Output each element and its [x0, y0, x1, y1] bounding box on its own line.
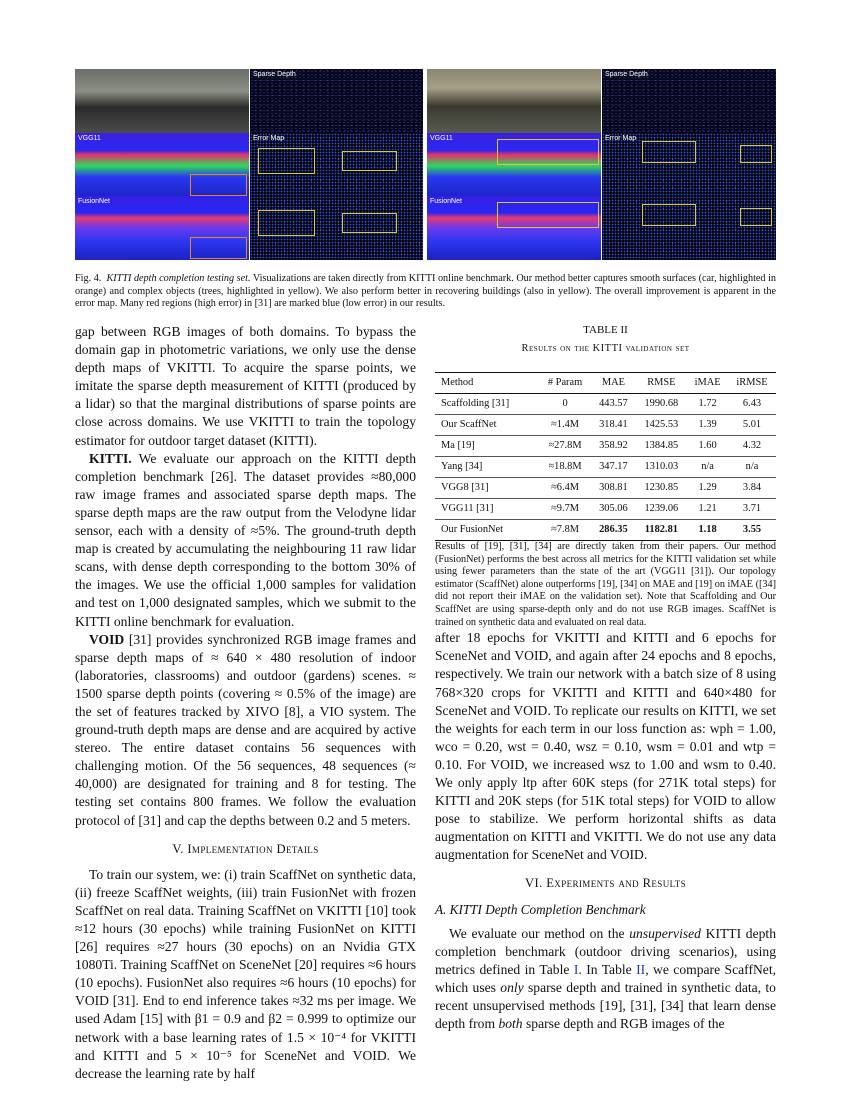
tree-highlight-box: [342, 213, 397, 233]
table-row: [435, 499, 776, 520]
building-highlight-box: [642, 141, 696, 163]
building-highlight-box: [740, 208, 772, 226]
emphasis: unsupervised: [629, 925, 701, 941]
table-cell: 318.41: [599, 419, 628, 431]
text-span: We evaluate our method on the: [449, 925, 625, 941]
left-column: [75, 323, 416, 1083]
table-row: [435, 478, 776, 499]
table-cell: 1239.06: [644, 503, 679, 515]
sparse-depth-panel-b: [602, 69, 776, 133]
table-cell-best: 1.18: [698, 524, 717, 536]
emphasis: both: [498, 1016, 523, 1032]
error-map-label: Error Map: [605, 135, 637, 142]
building-highlight-box: [497, 202, 599, 228]
error-map-label: Error Map: [253, 135, 285, 142]
table-header-row: [435, 373, 776, 394]
table-row: [435, 520, 776, 541]
subsection-heading-a: A. KITTI Depth Completion Benchmark: [435, 901, 646, 917]
table-cell: 1230.85: [644, 482, 679, 494]
table-cell: ≈18.8M: [548, 461, 582, 473]
results-table: [435, 372, 776, 541]
table-cell: ≈27.8M: [548, 440, 582, 452]
kitti-paragraph: [75, 450, 416, 631]
table-subtitle: Results on the KITTI validation set: [521, 343, 690, 354]
vgg11-label: VGG11: [78, 135, 101, 142]
text-span: sparse depth and RGB images of the: [526, 1016, 725, 1032]
table-cell-best: 1182.81: [644, 524, 678, 536]
kitti-body: We evaluate our approach on the KITTI depth completion benchmark [26]. The dataset provides ≈80,000 raw image frames and associated sparse depth maps. The sparse depth maps are the raw output from the Velodyne lidar sensor, each with a density of ≈5%. The ground-truth depth map is created by accumulating the neighbouring 11 raw lidar scans, with dense depth corresponding to the bottom 30% of the images. We use the official 1,000 samples for validation and test on 1,000 designated samples, which we submit to the KITTI online benchmark for evaluation.: [75, 450, 416, 629]
table-row: [435, 457, 776, 478]
table-ii-link[interactable]: II: [636, 961, 646, 977]
caption-prefix: Fig. 4.: [75, 273, 102, 284]
vgg11-depth-panel-b: [427, 133, 601, 196]
caption-body: Visualizations are taken directly from KITTI online benchmark. Our method better captures smooth surfaces (car, highlighted in orange) and complex objects (trees, highlighted in yellow). We also perform better in recovering buildings (also in yellow). The overall improvement is apparent in the error map. Many red regions (high error) in [31] are marked blue (low error) in our results.: [75, 273, 776, 310]
table-row: [435, 415, 776, 436]
fusionnet-depth-panel-a: [75, 196, 249, 260]
table-cell: 358.92: [599, 440, 628, 452]
table-cell: 3.84: [742, 482, 762, 494]
table-title: TABLE II: [583, 324, 628, 336]
column-header: Method: [441, 377, 474, 389]
table-cell: 1.60: [698, 440, 717, 452]
fusionnet-label: FusionNet: [430, 198, 462, 205]
text-span: KITTI depth completion benchmark (outdoor driving scenarios), using metrics defined in Table: [435, 925, 777, 977]
rgb-image-scene-a: [75, 69, 249, 133]
table-cell: 6.43: [742, 398, 762, 410]
table-cell: 1425.53: [644, 419, 679, 431]
table-cell: 1.39: [698, 419, 717, 431]
table-cell: Scaffolding [31]: [441, 398, 510, 410]
table-cell: 4.32: [742, 440, 762, 452]
sparse-depth-label: Sparse Depth: [253, 71, 296, 78]
column-header: iMAE: [694, 377, 721, 389]
sparse-depth-label: Sparse Depth: [605, 71, 648, 78]
table-cell: 347.17: [599, 461, 628, 473]
table-cell: 305.06: [599, 503, 628, 515]
table-cell: ≈9.7M: [551, 503, 580, 515]
table-cell: 5.01: [742, 419, 762, 431]
implementation-paragraph: To train our system, we: (i) train ScaffNet on synthetic data, (ii) freeze ScaffNet weights, (iii) train FusionNet with frozen ScaffNet on real data. Training ScaffNet on VKITTI [10] took ≈12 hours (30 epochs) while training FusionNet on KITTI [26] requires ≈27 hours (30 epochs) on an Nvidia GTX 1080Ti. Training ScaffNet on SceneNet [20] requires ≈6 hours (10 epochs). FusionNet also requires ≈6 hours (10 epochs) for VOID [31]. End to end inference takes ≈32 ms per image. We used Adam [15] with β1 = 0.9 and β2 = 0.999 to optimize our network with a base learning rates of 1.5 × 10⁻⁴ for VKITTI and KITTI and 5 × 10⁻⁵ for SceneNet and VOID. We decrease the learning rate by half: [75, 866, 416, 1081]
error-map-panel-a: [250, 133, 423, 196]
table-cell: Our ScaffNet: [441, 419, 497, 431]
building-highlight-box: [740, 145, 772, 163]
paragraph: after 18 epochs for VKITTI and KITTI and 6 epochs for SceneNet and VOID, and again after 24 epochs and 8 epochs, respectively. We train our network with a batch size of 8 using 768×320 crops for VKITTI and KITTI and 640×480 for SceneNet and VOID. To replicate our results on KITTI, we set the weights for each term in our loss function as: wph = 1.00, wco = 0.20, wst = 0.40, wsz = 0.10, wsm = 0.01 and wtp = 0.10. For VOID, we increased wsz to 1.00 and wsm to 0.40. We only apply ltp after 60K steps (for 271K total steps) for KITTI and 20K steps (for 51K total steps) for VOID to allow pose to stabilize. We perform horizontal shifts as data augmentation on KITTI and VKITTI. We do not use any data augmentation for SceneNet and VOID.: [435, 630, 776, 863]
table-cell: 1.72: [698, 398, 717, 410]
figure-caption: [75, 273, 776, 311]
text-span: . In Table: [578, 961, 632, 977]
paragraph: gap between RGB images of both domains. To bypass the domain gap in photometric variations, we only use the dense depth maps of VKITTI. To acquire the sparse points, we imitate the sparse depth measurement of KITTI (produced by a lidar) so that the marginal distributions of sparse points are close across domains. We use VKITTI to train the topology estimator for outdoor target dataset (KITTI).: [75, 324, 416, 448]
kitti-heading: KITTI.: [89, 450, 132, 466]
building-highlight-box: [642, 204, 696, 226]
table-cell: 3.71: [742, 503, 762, 515]
section-heading-v: V. Implementation Details: [172, 841, 319, 856]
table-cell: 1310.03: [644, 461, 679, 473]
table-cell: 1.29: [698, 482, 717, 494]
text-span: sparse depth and trained in synthetic data, to recent unsupervised methods [19], [31], [34] that learn dense depth from: [435, 979, 776, 1032]
sparse-depth-panel-a: [250, 69, 423, 133]
rgb-image-scene-b: [427, 69, 601, 133]
emphasis: only: [500, 979, 524, 995]
error-map-panel-b-fusion: [602, 196, 776, 260]
table-cell: ≈1.4M: [551, 419, 580, 431]
table-cell-best: 286.35: [599, 524, 628, 536]
text-span: , we compare ScaffNet, which uses: [435, 961, 776, 995]
column-header: # Param: [547, 377, 583, 389]
caption-title: KITTI depth completion testing set.: [106, 273, 251, 284]
table-cell: VGG8 [31]: [441, 482, 489, 494]
car-highlight-box: [190, 237, 247, 259]
table-cell: 1990.68: [644, 398, 679, 410]
column-header: RMSE: [647, 377, 676, 389]
experiments-paragraph: [435, 925, 776, 1034]
table-row: [435, 394, 776, 415]
car-highlight-box: [190, 174, 247, 196]
table-i-link[interactable]: I: [573, 961, 579, 977]
table-row: [435, 436, 776, 457]
vgg11-label: VGG11: [430, 135, 453, 142]
table-cell: Our FusionNet: [441, 524, 504, 536]
column-header: iRMSE: [736, 377, 768, 389]
table-cell: ≈6.4M: [551, 482, 580, 494]
section-heading-vi: VI. Experiments and Results: [525, 876, 686, 891]
void-paragraph: [75, 631, 416, 830]
error-map-panel-b: [602, 133, 776, 196]
table-cell: n/a: [701, 461, 714, 473]
column-header: MAE: [601, 377, 625, 389]
table-cell: 443.57: [599, 398, 628, 410]
tree-highlight-box: [258, 148, 315, 174]
tree-highlight-box: [342, 151, 397, 171]
fusionnet-depth-panel-b: [427, 196, 601, 260]
table-cell: ≈7.8M: [551, 524, 580, 536]
table-cell: 308.81: [599, 482, 628, 494]
vgg11-depth-panel-a: [75, 133, 249, 196]
error-map-panel-a-fusion: [250, 196, 423, 260]
building-highlight-box: [497, 139, 599, 165]
table-cell: 0: [562, 398, 568, 410]
fusionnet-label: FusionNet: [78, 198, 110, 205]
table-cell: Ma [19]: [441, 440, 475, 452]
void-body: [31] provides synchronized RGB image frames and sparse depth maps of ≈ 640 × 480 resolution of indoor (laboratories, classrooms) and outdoor (gardens) scenes. ≈ 1500 sparse depth points (covering ≈ 0.5% of the image) are the set of features tracked by XIVO [8], a VIO system. The ground-truth depth maps are dense and are acquired by active stereo. The entire dataset contains 56 sequences with challenging motion. Of the 56 sequences, 48 sequences (≈ 40,000) are designated for training and 8 for testing. The testing set contains 800 frames. We follow the evaluation protocol of [31] and cap the depths between 0.2 and 5 meters.: [75, 631, 416, 828]
void-heading: VOID: [89, 631, 125, 647]
table-cell: 1.21: [698, 503, 717, 515]
right-column: [435, 323, 776, 1033]
table-cell: 1384.85: [644, 440, 679, 452]
table-cell: VGG11 [31]: [441, 503, 494, 515]
table-cell: Yang [34]: [441, 461, 483, 473]
table-cell-best: 3.55: [742, 524, 762, 536]
tree-highlight-box: [258, 210, 315, 236]
figure-4: [75, 69, 776, 260]
table-cell: n/a: [745, 461, 759, 473]
table-note: Results of [19], [31], [34] are directly taken from their papers. Our method (FusionNet) performs the best across all metrics for the KITTI validation set while using fewer parameters than the state of the art (VGG11 [31]). Our topology estimator (ScaffNet) alone outperforms [19], [34] on MAE and [19] on iMAE ([34] did not report their iMAE on the validation set). Note that Scaffolding and Our ScaffNet are using sparse-depth only and do not use RGB images. ScaffNet is trained on synthetic data and evaluated on real data.: [435, 541, 776, 628]
